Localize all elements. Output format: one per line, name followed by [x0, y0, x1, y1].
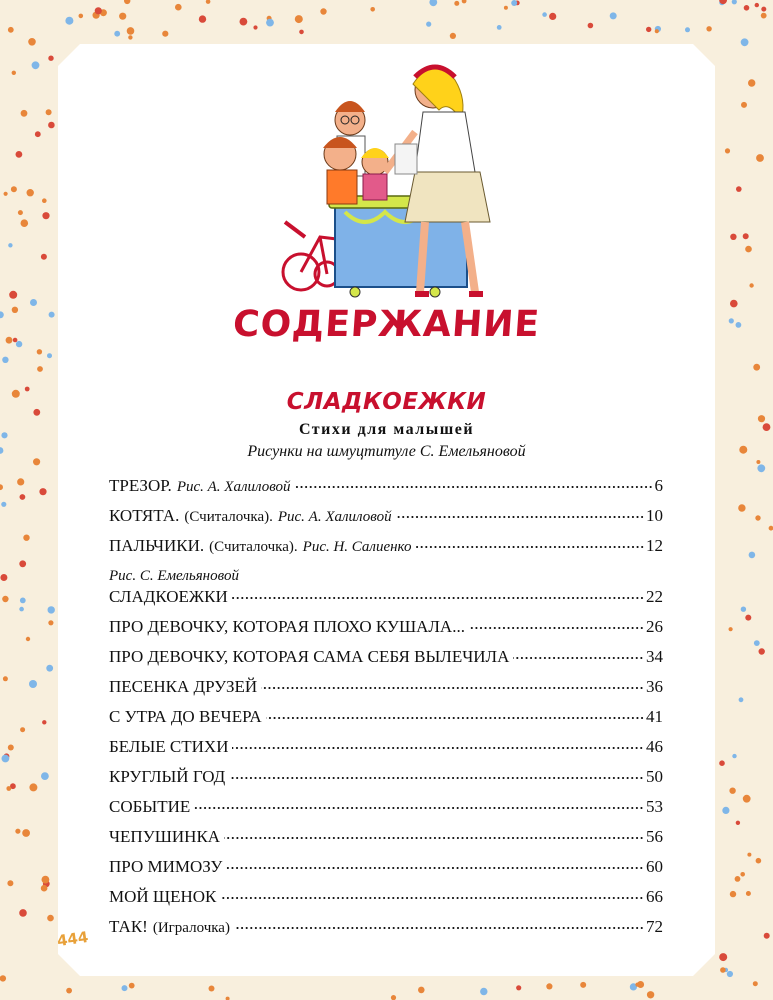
confetti-dot [730, 891, 736, 897]
confetti-dot [47, 353, 52, 358]
confetti-dot [743, 233, 749, 239]
confetti-dot [37, 349, 42, 354]
confetti-dot [206, 0, 211, 4]
page-number: 444 [55, 927, 90, 951]
toc-dot-leader [261, 686, 644, 690]
confetti-dot [20, 598, 26, 604]
confetti-dot [47, 915, 54, 922]
confetti-dot [29, 783, 37, 791]
toc-entry-title: СОБЫТИЕ [109, 797, 191, 816]
confetti-dot [37, 366, 43, 372]
confetti-dot [744, 5, 750, 11]
toc-entry-title: МОЙ ЩЕНОК [109, 887, 217, 906]
confetti-dot [295, 15, 303, 23]
confetti-dot [769, 526, 773, 531]
confetti-dot [129, 983, 135, 989]
confetti-dot [22, 829, 30, 837]
confetti-dot [48, 606, 55, 613]
confetti-dot [124, 0, 130, 4]
confetti-dot [749, 283, 753, 287]
confetti-dot [19, 909, 27, 917]
toc-entry-page: 22 [646, 587, 663, 606]
confetti-dot [732, 754, 736, 758]
toc-dot-leader [232, 746, 644, 750]
confetti-dot [46, 665, 53, 672]
toc-entry-note: (Считалочка). [209, 539, 298, 555]
confetti-dot [743, 795, 751, 803]
toc-entry-page: 50 [646, 767, 663, 786]
confetti-dot [26, 637, 30, 641]
confetti-dot [1, 502, 6, 507]
confetti-dot [65, 17, 73, 25]
confetti-dot [635, 983, 639, 987]
confetti-dot [226, 997, 230, 1000]
confetti-dot [745, 615, 751, 621]
confetti-dot [8, 243, 12, 247]
confetti-dot [706, 26, 711, 31]
confetti-dot [42, 876, 50, 884]
toc-entry-credit: Рис. А. Халиловой [277, 509, 392, 525]
children-with-ice-cream-cart-illustration [265, 62, 530, 302]
confetti-dot [370, 7, 375, 12]
toc-entry-page: 53 [646, 797, 663, 816]
confetti-dot [114, 31, 120, 37]
confetti-dot [655, 29, 659, 33]
confetti-dot [2, 596, 8, 602]
toc-entry-page: 41 [646, 707, 663, 726]
confetti-dot [736, 821, 740, 825]
toc-group-2 [109, 565, 663, 947]
confetti-dot [748, 79, 755, 86]
toc-entry-note: (Игралочка) [152, 920, 230, 936]
confetti-dot [727, 971, 733, 977]
confetti-dot [4, 192, 8, 196]
confetti-dot [753, 981, 758, 986]
confetti-dot [17, 478, 24, 485]
confetti-dot [511, 0, 517, 6]
toc-dot-leader [232, 596, 644, 600]
confetti-dot [39, 488, 46, 495]
confetti-dot [32, 61, 40, 69]
confetti-dot [6, 786, 11, 791]
confetti-dot [20, 727, 25, 732]
toc-dot-leader [234, 926, 644, 930]
confetti-dot [127, 27, 135, 35]
section-subtitle: Стихи для малышей [298, 421, 475, 438]
confetti-dot [2, 357, 8, 363]
toc-group-1 [109, 476, 663, 566]
confetti-dot [21, 219, 29, 227]
toc-group-heading: Рис. С. Емельяновой [109, 568, 239, 584]
toc-entry-page: 60 [646, 857, 663, 876]
confetti-dot [3, 676, 8, 681]
confetti-dot [0, 484, 3, 490]
confetti-dot [746, 891, 751, 896]
confetti-dot [128, 35, 132, 39]
toc-entry[interactable] [109, 827, 663, 857]
confetti-dot [48, 56, 53, 61]
confetti-dot [28, 38, 36, 46]
confetti-dot [610, 12, 617, 19]
confetti-dot [8, 745, 14, 751]
toc-entry[interactable] [109, 707, 663, 737]
confetti-dot [175, 4, 182, 11]
confetti-dot [735, 876, 741, 882]
toc-entry[interactable] [109, 797, 663, 827]
toc-entry-page: 34 [646, 647, 663, 666]
confetti-dot [12, 71, 16, 75]
confetti-dot [741, 102, 747, 108]
confetti-dot [546, 983, 552, 989]
toc-entry-title: КОТЯТА. [109, 506, 180, 525]
toc-entry[interactable] [109, 617, 663, 647]
section-credit: Рисунки на шмуцтитуле С. Емельяновой [247, 443, 526, 460]
confetti-dot [719, 953, 727, 961]
confetti-dot [756, 154, 764, 162]
confetti-dot [48, 122, 55, 129]
confetti-dot [462, 0, 467, 3]
toc-entry-credit: Рис. Н. Салиенко [302, 539, 412, 555]
confetti-dot [759, 648, 765, 654]
toc-entry-title: С УТРА ДО ВЕЧЕРА [109, 707, 262, 726]
confetti-dot [646, 27, 651, 32]
confetti-dot [2, 755, 10, 763]
confetti-dot [729, 788, 735, 794]
confetti-dot [23, 535, 29, 541]
toc-dot-leader [469, 626, 644, 630]
toc-entry-page: 12 [646, 536, 663, 555]
toc-dot-leader [224, 836, 644, 840]
toc-entry-page: 72 [646, 917, 663, 936]
confetti-dot [299, 30, 304, 35]
confetti-dot [29, 680, 37, 688]
confetti-dot [739, 697, 744, 702]
toc-entry[interactable] [109, 917, 663, 947]
toc-entry[interactable] [109, 647, 663, 677]
toc-entry-title: ТРЕЗОР. [109, 476, 172, 495]
confetti-dot [253, 25, 257, 29]
confetti-dot [240, 18, 248, 26]
confetti-dot [41, 254, 47, 260]
toc-entry[interactable] [109, 887, 663, 917]
confetti-dot [266, 19, 274, 27]
toc-entry-note: (Считалочка). [184, 509, 273, 525]
confetti-dot [7, 880, 13, 886]
toc-entry[interactable] [109, 677, 663, 707]
confetti-dot [755, 515, 760, 520]
toc-entry-credit: Рис. А. Халиловой [176, 479, 291, 495]
confetti-dot [504, 6, 508, 10]
toc-entry[interactable] [109, 587, 663, 617]
confetti-dot [79, 14, 84, 19]
confetti-dot [542, 12, 547, 17]
confetti-dot [747, 853, 751, 857]
toc-entry-title: ПРО ДЕВОЧКУ, КОТОРАЯ САМА СЕБЯ ВЫЛЕЧИЛА [109, 647, 510, 666]
confetti-dot [756, 858, 762, 864]
confetti-dot [46, 109, 52, 115]
confetti-dot [21, 110, 28, 117]
confetti-dot [741, 38, 749, 46]
toc-entry-page: 66 [646, 887, 663, 906]
confetti-dot [42, 198, 47, 203]
confetti-dot [732, 0, 737, 4]
toc-dot-leader [266, 716, 644, 720]
confetti-dot [480, 988, 487, 995]
confetti-dot [9, 291, 17, 299]
confetti-dot [209, 986, 215, 992]
confetti-dot [454, 1, 459, 6]
confetti-dot [95, 7, 102, 14]
toc-dot-leader [513, 656, 644, 660]
toc-entry-title: ПРО ДЕВОЧКУ, КОТОРАЯ ПЛОХО КУШАЛА... [109, 617, 465, 636]
section-title: СЛАДКОЕЖКИ [286, 389, 487, 415]
confetti-dot [749, 552, 756, 559]
toc-entry-title: ЧЕПУШИНКА [109, 827, 221, 846]
confetti-dot [757, 464, 765, 472]
confetti-dot [720, 967, 726, 973]
toc-dot-leader [396, 515, 644, 519]
toc-entry[interactable] [109, 737, 663, 767]
confetti-dot [0, 975, 6, 981]
confetti-dot [764, 933, 770, 939]
confetti-dot [754, 640, 760, 646]
confetti-dot [755, 3, 759, 7]
toc-entry-title: СЛАДКОЕЖКИ [109, 587, 228, 606]
confetti-dot [549, 13, 556, 20]
confetti-dot [753, 364, 760, 371]
confetti-dot [19, 607, 24, 612]
confetti-dot [725, 148, 730, 153]
toc-entry-page: 26 [646, 617, 663, 636]
toc-dot-leader [416, 545, 644, 549]
confetti-dot [429, 0, 437, 6]
confetti-dot [42, 720, 46, 724]
confetti-dot [722, 807, 729, 814]
toc-group-2-list [109, 587, 663, 947]
confetti-dot [418, 987, 425, 994]
confetti-dot [580, 982, 586, 988]
toc-entry-title: ПЕСЕНКА ДРУЗЕЙ [109, 677, 258, 696]
confetti-dot [497, 25, 502, 30]
confetti-dot [35, 131, 41, 137]
confetti-dot [685, 27, 690, 32]
toc-entry[interactable] [109, 857, 663, 887]
confetti-dot [741, 607, 746, 612]
toc-entry-page: 36 [646, 677, 663, 696]
confetti-dot [15, 829, 20, 834]
page-title: СОДЕРЖАНИЕ [231, 304, 542, 345]
confetti-dot [450, 33, 456, 39]
confetti-dot [199, 15, 206, 22]
confetti-dot [730, 234, 736, 240]
toc-entry[interactable] [109, 536, 663, 566]
confetti-dot [122, 985, 128, 991]
confetti-dot [736, 186, 742, 192]
confetti-dot [745, 246, 752, 253]
confetti-dot [162, 31, 168, 37]
toc-entry-title: ТАК! [109, 917, 148, 936]
confetti-dot [516, 985, 521, 990]
confetti-dot [0, 574, 7, 581]
toc-entry-page: 46 [646, 737, 663, 756]
toc-entry[interactable] [109, 767, 663, 797]
toc-entry[interactable] [109, 506, 663, 536]
toc-entry-page: 56 [646, 827, 663, 846]
confetti-dot [761, 13, 767, 19]
toc-entry-title: БЕЛЫЕ СТИХИ [109, 737, 229, 756]
toc-dot-leader [220, 896, 644, 900]
confetti-dot [426, 22, 431, 27]
toc-entry-title: ПРО МИМОЗУ [109, 857, 223, 876]
confetti-dot [42, 212, 49, 219]
toc-dot-leader [226, 866, 644, 870]
confetti-dot [27, 189, 34, 196]
confetti-dot [8, 27, 14, 33]
confetti-dot [66, 988, 72, 994]
confetti-dot [729, 627, 733, 631]
confetti-dot [761, 7, 766, 12]
confetti-dot [41, 772, 49, 780]
confetti-dot [320, 8, 326, 14]
confetti-dot [391, 995, 396, 1000]
confetti-dot [11, 186, 17, 192]
confetti-dot [719, 760, 725, 766]
confetti-dot [647, 991, 654, 998]
children-icon [323, 101, 389, 204]
confetti-dot [20, 494, 26, 500]
toc-entry-page: 10 [646, 506, 663, 525]
toc-dot-leader [295, 485, 653, 489]
confetti-dot [41, 885, 48, 892]
confetti-dot [738, 504, 745, 511]
confetti-dot [18, 210, 23, 215]
toc-entry-title: ПАЛЬЧИКИ. [109, 536, 205, 555]
confetti-dot [119, 13, 126, 20]
confetti-dot [19, 560, 26, 567]
toc-entry-page: 6 [654, 476, 663, 495]
confetti-dot [16, 151, 23, 158]
confetti-dot [48, 620, 53, 625]
confetti-dot [740, 872, 745, 877]
toc-entry[interactable] [109, 476, 663, 506]
toc-dot-leader [194, 806, 644, 810]
confetti-dot [588, 23, 594, 29]
toc-entry-title: КРУГЛЫЙ ГОД [109, 767, 226, 786]
toc-dot-leader [229, 776, 644, 780]
